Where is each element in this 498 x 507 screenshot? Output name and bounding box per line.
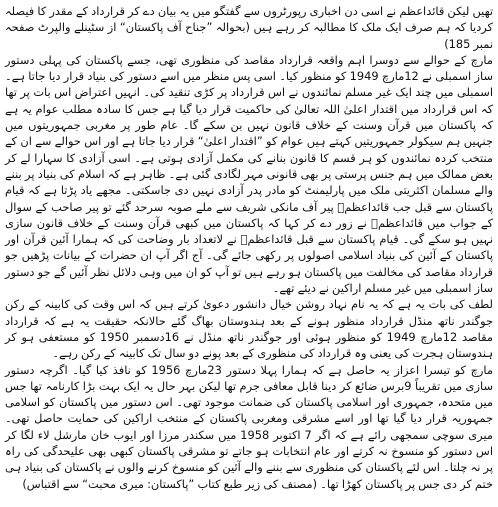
paragraph-1: تھیں لیکن قائداعظم نے اسی دن اخباری رپورٹروں سے گفتگو میں یہ بیان دے کر قرارداد کے مقدر کا فیصلہ کردیا کہ ہم صرف ایک ملک کا مطالبہ کر رہے ہیں (بحوالہ ”جناح آف پاکستان“ از سٹینلے والپرٹ صفحہ نمبر 185) [5,4,493,51]
paragraph-4: مارچ کو تیسرا اعزاز یہ حاصل ہے کہ ہمارا پہلا دستور 23مارچ 1956 کو نافذ کیا گیا۔ اگرچہ دستور سازی میں تقریباً 9برس ضائع کر دینا قابل معافی جرم تھا لیکن بہر حال یہ ایک بہت بڑا کارنامہ تھا جس میں متحدہ، جمہوری اور اسلامی پاکستان کی ضمانت موجود تھی۔ اس دستور میں پاکستان کو اسلامی جمہوریہ قرار دیا گیا تھا اور اسے مشرقی ومغربی پاکستان کے منتخب اراکین کی حمایت حاصل تھی۔ میری سوچی سمجھی رائے ہے کہ اگر 7 اکتوبر 1958 میں سکندر مرزا اور ایوب خان مارشل لاء لگا کر اس دستور کو منسوخ نہ کرتے اور عام انتخابات ہو جاتے تو مشرقی پاکستان کبھی بھی علیحدگی کی راہ پر نہ چلتا۔ اس لئے پاکستان کی منظوری سے بننے والے آئین کو منسوخ کرنے والوں نے پاکستان کی بنیاد ہی ختم کر دی جس پر پاکستان کھڑا تھا۔ (مصنف کی زیر طبع کتاب ”پاکستان: میری محبت“ سے اقتباس) [5,362,493,491]
urdu-article [5,3,493,492]
paragraph-3: لطف کی بات یہ ہے کہ یہ نام نہاد روشن خیال دانشور دعویٰ کرتے ہیں کہ اس وقت کی کابینہ کے رکن جوگندر ناتھ منڈل قرارداد منظور ہونے کے بعد ہندوستان بھاگ گئے حالانکہ حقیقت یہ ہے کہ قرارداد مقاصد 12مارچ 1949 کو منظور ہوئی اور جوگندر ناتھ منڈل نے 16دسمبر 1950 کو مستعفی ہو کر ہندوستان ہجرت کی یعنی وہ قرارداد کی منظوری کے بعد پونے دو سال تک کابینہ کے رکن رہے۔ [5,297,494,361]
paragraph-2: مارچ کے حوالے سے دوسرا اہم واقعہ قرارداد مقاصد کی منظوری تھی، جسے پاکستان کی پہلی دستور ساز اسمبلی نے 12مارچ 1949 کو منظور کیا۔ اسی پس منظر میں اسے دستور کی بنیاد قرار دیا جاتا ہے۔ اسمبلی میں چند ایک غیر مسلم نمائندوں نے اس قرارداد پر کڑی تنقید کی۔ انہیں اعتراض اس بات پر تھا کہ اس قرارداد میں اقتدار اعلیٰ اللہ تعالیٰ کی حاکمیت قرار دیا گیا ہے جس کا سادہ مطلب عوام یہ ہے کہ پاکستان میں قرآن وسنت کے خلاف قانون نہیں بن سکے گا۔ عام طور پر مغربی جمہوریتوں میں جنہیں ہم سیکولر جمہوریتیں کہتے ہیں عوام کو ”اقتدار اعلیٰ“ قرار دیا جاتا ہے اور اس حوالے سے ان کے منتخب کردہ نمائندوں کو ہر قسم کا قانون بنانے کی مکمل آزادی ہوتی ہے۔ اسی آزادی کا سہارا لے کر بعض ممالک میں ہم جنس پرستی پر بھی قانونی مہر لگادی گئی ہے۔ ظاہر ہے کہ اسلام کی بنیاد پر بننے والے مسلمان اکثریتی ملک میں پارلیمنٹ کو مادر پدر آزادی نہیں دی جاسکتی۔ مجھے یاد پڑتا ہے کہ قیام پاکستان سے قبل جب قائداعظمؒ پیر آف مانکی شریف سے ملے صوبہ سرحد گئے تو پیر صاحب کے سوال کے جواب میں قائداعظمؒ نے زور دے کر کہا کہ پاکستان میں کبھی قرآن وسنت کے خلاف قانون سازی نہیں ہو سکے گی۔ قیام پاکستان سے قبل قائداعظمؒ نے لاتعداد بار وضاحت کی کہ ہمارا آئین قرآن اور پاکستان کے آئین کی بنیاد اسلامی اصولوں پر رکھی جائے گی۔ آج اگر آپ ان حضرات کے بیانات پڑھیں جو قرارداد مقاصد کی مخالفت میں پاکستان ہو رہے ہیں تو آپ کو ان میں وہی دلائل نظر آئیں گے جو دستور ساز اسمبلی میں غیر مسلم اراکین نے دیئے تھے۔ [5,52,493,296]
